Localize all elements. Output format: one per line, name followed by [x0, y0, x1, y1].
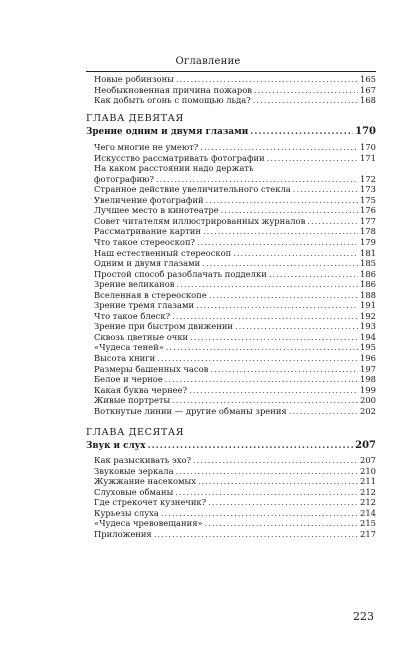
toc-entry-page: 207	[360, 455, 376, 465]
toc-entry-title: Белое и черное	[94, 374, 163, 385]
toc-entry	[94, 237, 376, 247]
leader-dots	[176, 466, 358, 476]
leader-dots	[189, 385, 358, 395]
toc-entry	[94, 395, 376, 405]
leader-dots	[267, 153, 358, 163]
toc-entry	[94, 300, 376, 310]
toc-entry-page: 198	[360, 374, 376, 385]
leader-dots	[176, 279, 358, 289]
toc-entry	[94, 321, 376, 331]
toc-entry	[94, 269, 376, 279]
leader-dots	[203, 226, 358, 236]
toc-entry	[94, 385, 376, 395]
toc-entry-title: Где стрекочет кузнечик?	[94, 497, 207, 508]
toc-entry-title: Какая буква чернее?	[94, 384, 188, 395]
toc-entry-page: 212	[360, 486, 376, 497]
leader-dots	[206, 195, 358, 205]
toc-entry	[94, 466, 376, 476]
leader-dots	[289, 406, 358, 416]
toc-entry	[94, 205, 376, 215]
leader-dots	[210, 364, 358, 374]
toc-entry-title: Наш естественный стереоскоп	[94, 247, 232, 258]
leader-dots	[157, 353, 358, 363]
toc-entry-page: 167	[360, 84, 376, 95]
toc-entry	[94, 153, 376, 163]
toc-entry-page: 193	[360, 321, 376, 332]
toc-entry-page: 207	[355, 440, 376, 451]
toc-entry	[94, 455, 376, 465]
toc-entry-page: 177	[360, 215, 376, 226]
toc-entry	[94, 195, 376, 205]
toc-entry-page: 202	[360, 405, 376, 416]
leader-dots	[172, 311, 358, 321]
page-number: 223	[353, 610, 374, 623]
toc-entry-title: Как разыскивать эхо?	[94, 455, 191, 465]
toc-entry-title: Звук и слух	[86, 441, 146, 451]
toc-entry-title: Как добыть огонь с помощью льда?	[94, 95, 251, 106]
leader-dots	[269, 269, 358, 279]
chapter-heading: ГЛАВА ДЕВЯТАЯ	[86, 113, 184, 124]
toc-entry	[94, 184, 376, 194]
toc-entry-title: Увеличение фотографий	[94, 194, 204, 205]
leader-dots	[196, 300, 358, 310]
leader-dots	[202, 258, 358, 268]
toc-entry-page: 171	[360, 152, 376, 163]
leader-dots	[233, 248, 358, 258]
toc-entry-title: Жужжание насекомых	[94, 476, 196, 487]
toc-entry	[94, 497, 376, 507]
toc-entry-page: 200	[360, 395, 376, 406]
toc-entry-page: 185	[360, 258, 376, 269]
leader-dots	[190, 332, 358, 342]
toc-entry	[94, 248, 376, 258]
toc-entry-title: фотографию?	[94, 173, 154, 184]
toc-entry-page: 165	[360, 74, 376, 84]
toc-entry-title: «Чудеса чревовещания»	[94, 518, 203, 529]
toc-entry-title: Зрение тремя глазами	[94, 300, 195, 311]
toc-entry-title: Зрение великанов	[94, 279, 175, 290]
toc-entry-title: Зрение при быстром движении	[94, 321, 233, 332]
toc-entry	[94, 226, 376, 236]
toc-entry-title: Что такое блеск?	[94, 310, 171, 321]
toc-entry-page: 188	[360, 289, 376, 300]
toc-entry-page: 170	[355, 126, 376, 137]
toc-entry-title: Искусство рассматривать фотографии	[94, 152, 265, 163]
leader-dots	[307, 216, 358, 226]
leader-dots	[221, 205, 358, 215]
leader-dots	[209, 290, 358, 300]
toc-entry-title: Звуковые зеркала	[94, 465, 174, 476]
toc-entry-title: «Чудеса теней»	[94, 342, 164, 353]
toc-entry	[94, 279, 376, 289]
toc-entry	[94, 487, 376, 497]
toc-entry	[94, 332, 376, 342]
toc-entry-page: 196	[360, 353, 376, 363]
toc-entry-title: Рассматривание картин	[94, 226, 201, 237]
leader-dots	[166, 342, 358, 352]
toc-section-entry	[86, 441, 376, 451]
toc-section-entry	[86, 127, 376, 137]
toc-entry	[94, 258, 376, 268]
toc-entry-page: 173	[360, 184, 376, 195]
leader-dots	[172, 395, 358, 405]
toc-entry	[94, 85, 376, 95]
leader-dots	[254, 85, 358, 95]
toc-entry-page: 211	[360, 476, 376, 487]
leader-dots	[156, 174, 358, 184]
leader-dots	[193, 455, 358, 465]
toc-entry-page: 186	[360, 279, 376, 290]
toc-entry	[94, 529, 376, 539]
toc-entry	[94, 406, 376, 416]
toc-entry-page: 175	[360, 194, 376, 205]
toc-entry-title: Чего многие не умеют?	[94, 142, 199, 152]
toc-entry	[94, 163, 376, 173]
toc-entry-page: 170	[360, 142, 376, 152]
toc-entry-page: 215	[360, 518, 376, 529]
toc-entry	[94, 311, 376, 321]
toc-entry	[94, 508, 376, 518]
toc-entry-page: 168	[360, 95, 376, 106]
chapter-heading: ГЛАВА ДЕСЯТАЯ	[86, 427, 185, 438]
running-head: Оглавление	[175, 56, 241, 67]
toc-entry-page: 172	[360, 173, 376, 184]
toc-entry-title: Сквозь цветные очки	[94, 331, 189, 342]
header-rule	[86, 71, 376, 72]
toc-entry-page: 192	[360, 310, 376, 321]
toc-entry	[94, 364, 376, 374]
toc-entry	[94, 374, 376, 384]
leader-dots	[175, 487, 358, 497]
toc-entry-page: 214	[360, 507, 376, 518]
toc-entry-title: Странное действие увеличительного стекла	[94, 184, 291, 195]
leader-dots	[200, 142, 358, 152]
leader-dots	[197, 237, 358, 247]
toc-entry-page: 195	[360, 342, 376, 353]
toc-entry	[94, 342, 376, 352]
toc-entry-title: Зрение одним и двумя глазами	[86, 127, 249, 137]
leader-dots	[250, 127, 353, 137]
leader-dots	[293, 184, 358, 194]
toc-entry-title: Что такое стереоскоп?	[94, 236, 196, 247]
toc-entry	[94, 216, 376, 226]
leader-dots	[161, 508, 358, 518]
toc-entry	[94, 95, 376, 105]
toc-entry-title: Вселенная в стереоскопе	[94, 289, 207, 300]
toc-entry-page: 191	[360, 300, 376, 311]
leader-dots	[198, 476, 358, 486]
leader-dots	[176, 74, 358, 84]
toc-entry-title: Необыкновенная причина пожаров	[94, 84, 252, 95]
toc-entry	[94, 74, 376, 84]
leader-dots	[148, 441, 354, 451]
toc-entry-title: Простой способ разоблачать подделки	[94, 268, 267, 279]
toc-entry	[94, 476, 376, 486]
toc-entry-title: На каком расстоянии надо держать	[94, 163, 254, 174]
toc-entry-page: 186	[360, 268, 376, 279]
toc-entry-page: 181	[360, 247, 376, 258]
toc-entry-page: 176	[360, 205, 376, 216]
toc-entry	[94, 518, 376, 528]
toc-entry-title: Слуховые обманы	[94, 486, 174, 497]
toc-entry-page: 217	[360, 528, 376, 539]
toc-entry-title: Размеры башенных часов	[94, 363, 209, 374]
toc-entry-page: 197	[360, 363, 376, 374]
toc-entry-page: 212	[360, 497, 376, 508]
toc-entry	[94, 353, 376, 363]
toc-entry-title: Новые робинзоны	[94, 74, 174, 84]
toc-entry-title: Приложения	[94, 528, 152, 539]
toc-entry-page: 199	[360, 384, 376, 395]
leader-dots	[154, 529, 358, 539]
toc-entry-title: Живые портреты	[94, 395, 171, 406]
toc-entry	[94, 174, 376, 184]
toc-entry-page: 178	[360, 226, 376, 237]
leader-dots	[235, 321, 358, 331]
leader-dots	[165, 374, 358, 384]
toc-entry-title: Совет читателям иллюстрированных журналов	[94, 215, 306, 226]
toc-entry-title: Высота книги	[94, 353, 156, 363]
toc-entry-title: Одним и двумя глазами	[94, 258, 201, 269]
leader-dots	[253, 95, 358, 105]
leader-dots	[205, 518, 358, 528]
leader-dots	[208, 497, 358, 507]
toc-entry-page: 194	[360, 331, 376, 342]
toc-entry-page: 179	[360, 236, 376, 247]
toc-entry-title: Лучшее место в кинотеатре	[94, 205, 219, 216]
toc-entry-title: Воткнутые линии — другие обманы зрения	[94, 405, 287, 416]
toc-entry	[94, 142, 376, 152]
toc-entry-title: Курьезы слуха	[94, 507, 159, 518]
toc-entry	[94, 290, 376, 300]
toc-entry-page: 210	[360, 465, 376, 476]
